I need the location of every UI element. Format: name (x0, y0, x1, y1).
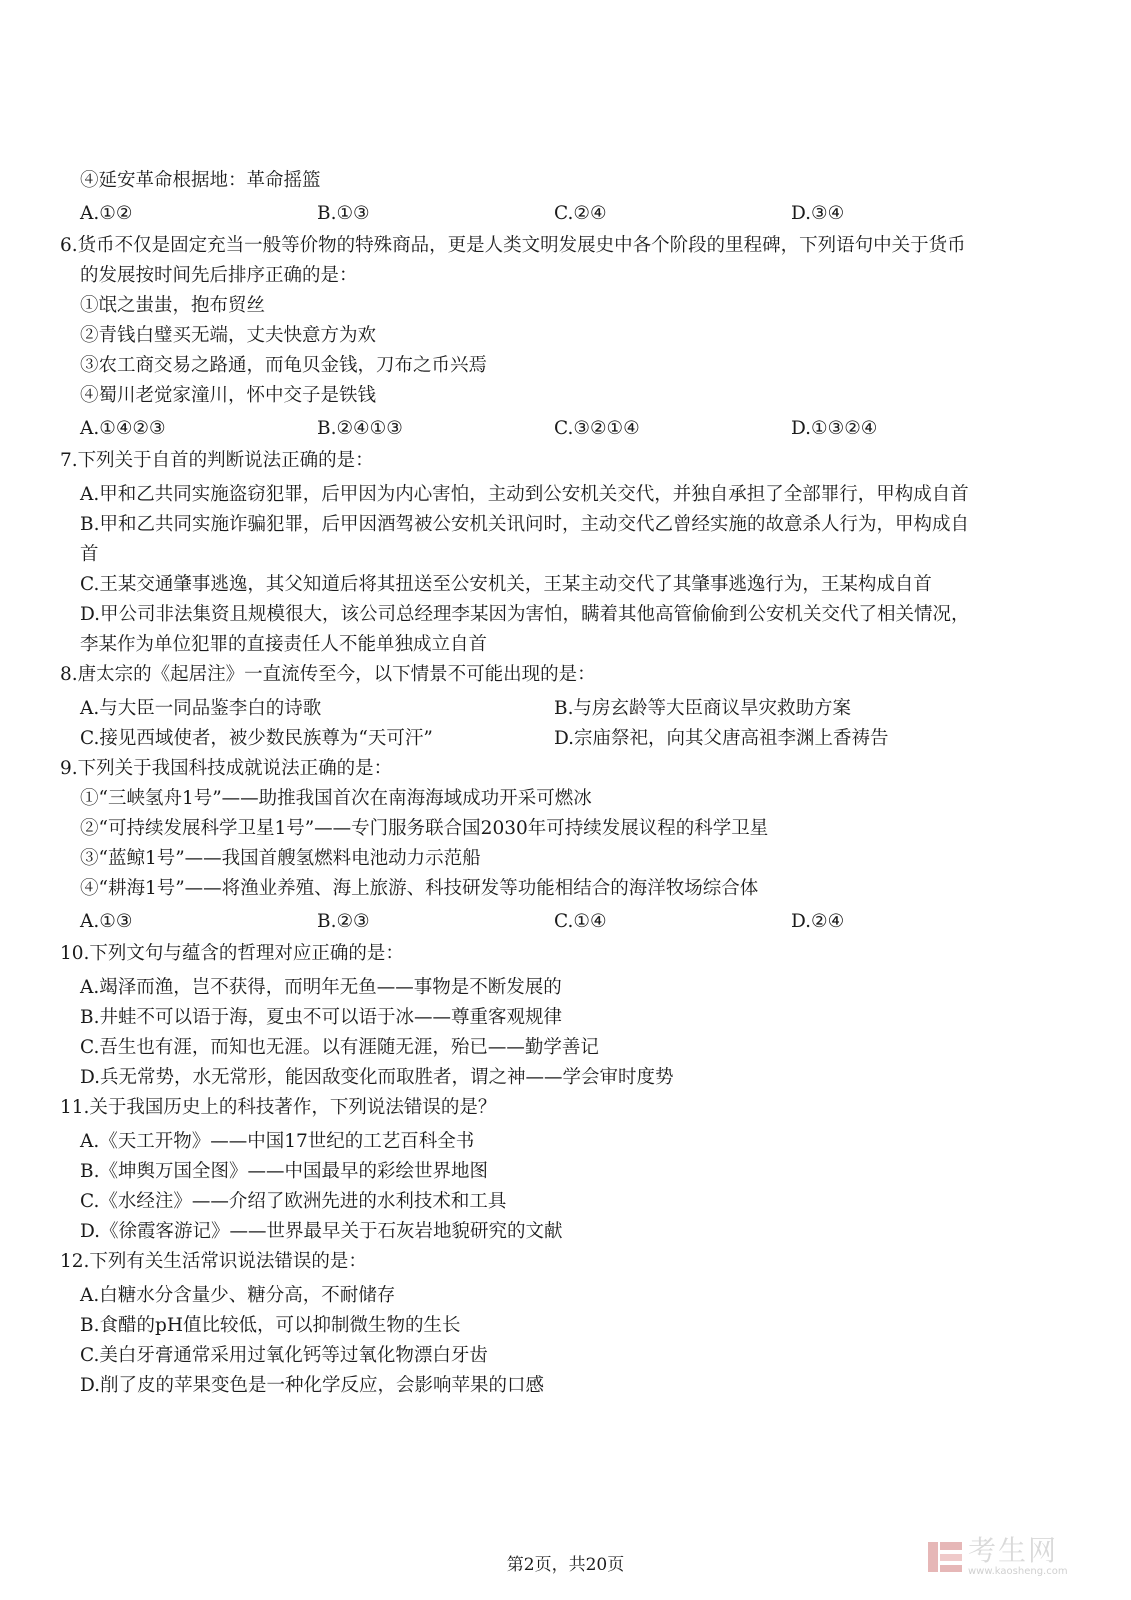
q7-option-d-line2: 李某作为单位犯罪的直接责任人不能单独成立自首 (80, 634, 488, 655)
site-watermark (928, 1534, 1098, 1577)
q8-option-a: A.与大臣一同品鉴李白的诗歌 (80, 698, 322, 719)
watermark-name: 考生网 (968, 1534, 1059, 1567)
q12-option-a: A.白糖水分含量少、糖分高，不耐储存 (80, 1285, 396, 1306)
q6-stem-line1: 6.货币不仅是固定充当一般等价物的特殊商品，更是人类文明发展史中各个阶段的里程碑，下列语句中关于货币 (60, 235, 966, 256)
q8-option-d: D.宗庙祭祀，向其父唐高祖李渊上香祷告 (554, 728, 889, 749)
q6-option-c: C.③②①④ (554, 418, 640, 439)
q9-option-a: A.①③ (80, 911, 133, 932)
kaosheng-logo-icon (928, 1540, 962, 1574)
exam-page-content (60, 166, 1070, 1401)
page-number: 第2页，共20页 (506, 1555, 625, 1575)
q12-option-c: C.美白牙膏通常采用过氧化钙等过氧化物漂白牙齿 (80, 1345, 488, 1366)
q8-option-c: C.接见西域使者，被少数民族尊为“天可汗” (80, 728, 433, 749)
q12-option-d: D.削了皮的苹果变色是一种化学反应，会影响苹果的口感 (80, 1375, 545, 1396)
q7-option-d-line1: D.甲公司非法集资且规模很大，该公司总经理李某因为害怕，瞒着其他高管偷偷到公安机关交代了相关情况， (80, 604, 970, 625)
q7-stem: 7.下列关于自首的判断说法正确的是： (60, 450, 374, 471)
q6-stem-line2: 的发展按时间先后排序正确的是： (80, 265, 358, 286)
q9-item-1: ①“三峡氢舟1号”——助推我国首次在南海海域成功开采可燃冰 (80, 788, 592, 809)
q9-item-4: ④“耕海1号”——将渔业养殖、海上旅游、科技研发等功能相结合的海洋牧场综合体 (80, 878, 759, 899)
q8-options-row1 (60, 694, 1070, 724)
q5-item-4: ④延安革命根据地：革命摇篮 (80, 170, 321, 191)
q6-options (60, 411, 1070, 446)
q10-option-c: C.吾生也有涯，而知也无涯。以有涯随无涯，殆已——勤学善记 (80, 1037, 599, 1058)
q6-item-1: ①氓之蚩蚩，抱布贸丝 (80, 295, 266, 316)
q5-option-c: C.②④ (554, 203, 607, 224)
q9-option-c: C.①④ (554, 911, 607, 932)
q9-stem: 9.下列关于我国科技成就说法正确的是： (60, 758, 393, 779)
q9-option-b: B.②③ (317, 911, 370, 932)
q12-stem: 12.下列有关生活常识说法错误的是： (60, 1251, 367, 1272)
q5-option-d: D.③④ (791, 203, 845, 224)
q8-option-b: B.与房玄龄等大臣商议旱灾救助方案 (554, 698, 851, 719)
q12-option-b: B.食醋的pH值比较低，可以抑制微生物的生长 (80, 1315, 461, 1336)
q6-item-2: ②青钱白璧买无端，丈夫快意方为欢 (80, 325, 377, 346)
q9-option-d: D.②④ (791, 911, 845, 932)
q6-option-b: B.②④①③ (317, 418, 403, 439)
q5-options (60, 196, 1070, 231)
q6-item-3: ③农工商交易之路通，而龟贝金钱，刀布之币兴焉 (80, 355, 488, 376)
q9-item-3: ③“蓝鲸1号”——我国首艘氢燃料电池动力示范船 (80, 848, 481, 869)
q5-option-a: A.①② (80, 203, 133, 224)
q9-item-2: ②“可持续发展科学卫星1号”——专门服务联合国2030年可持续发展议程的科学卫星 (80, 818, 769, 839)
q10-option-d: D.兵无常势，水无常形，能因敌变化而取胜者，谓之神——学会审时度势 (80, 1067, 674, 1088)
q8-stem: 8.唐太宗的《起居注》一直流传至今，以下情景不可能出现的是： (60, 664, 596, 685)
watermark-url: www.kaosheng.com (968, 1566, 1068, 1577)
q7-option-b-line1: B.甲和乙共同实施诈骗犯罪，后甲因酒驾被公安机关讯问时，主动交代乙曾经实施的故意杀人行为，甲构成自 (80, 514, 969, 535)
q9-options (60, 904, 1070, 939)
q7-option-a: A.甲和乙共同实施盗窃犯罪，后甲因为内心害怕，主动到公安机关交代，并独自承担了全部罪行，甲构成自首 (80, 484, 969, 505)
q7-option-c: C.王某交通肇事逃逸，其父知道后将其扭送至公安机关，王某主动交代了其肇事逃逸行为，王某构成自首 (80, 574, 932, 595)
q6-option-a: A.①④②③ (80, 418, 166, 439)
q6-option-d: D.①③②④ (791, 418, 878, 439)
q6-item-4: ④蜀川老觉家潼川，怀中交子是铁钱 (80, 385, 377, 406)
q10-option-b: B.井蛙不可以语于海，夏虫不可以语于冰——尊重客观规律 (80, 1007, 562, 1028)
q11-option-b: B.《坤舆万国全图》——中国最早的彩绘世界地图 (80, 1161, 488, 1182)
q8-options-row2 (60, 724, 1070, 754)
q5-option-b: B.①③ (317, 203, 370, 224)
q10-stem: 10.下列文句与蕴含的哲理对应正确的是： (60, 943, 404, 964)
q11-stem: 11.关于我国历史上的科技著作，下列说法错误的是？ (60, 1097, 497, 1118)
q11-option-c: C.《水经注》——介绍了欧洲先进的水利技术和工具 (80, 1191, 507, 1212)
q10-option-a: A.竭泽而渔，岂不获得，而明年无鱼——事物是不断发展的 (80, 977, 562, 998)
q11-option-d: D.《徐霞客游记》——世界最早关于石灰岩地貌研究的文献 (80, 1221, 563, 1242)
q11-option-a: A.《天工开物》——中国17世纪的工艺百科全书 (80, 1131, 475, 1152)
q7-option-b-line2: 首 (80, 544, 99, 565)
